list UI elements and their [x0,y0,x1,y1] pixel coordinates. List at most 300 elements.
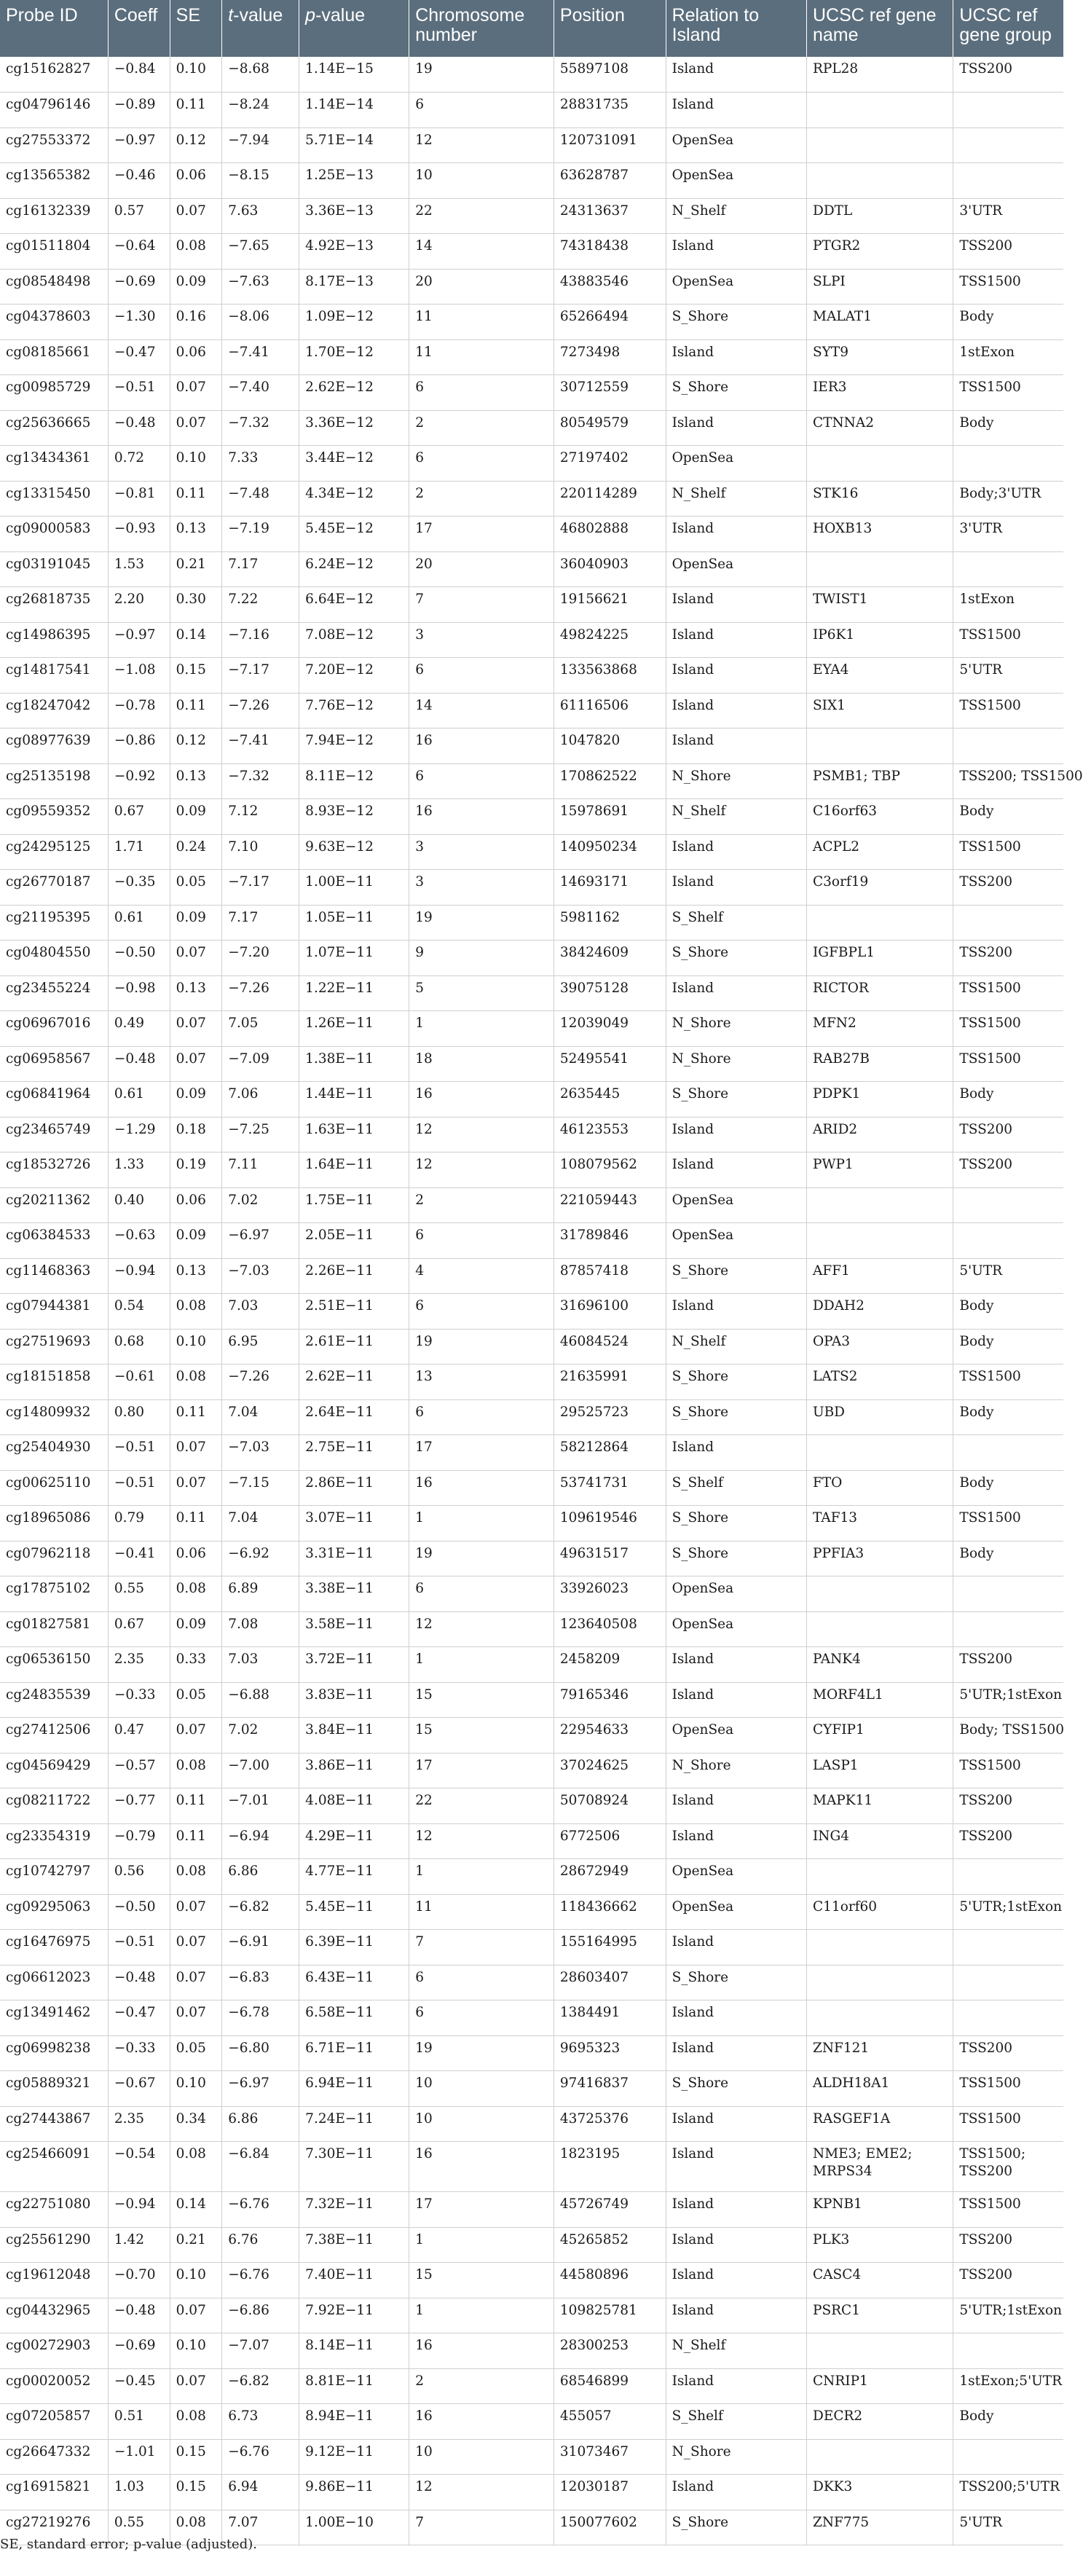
table-cell: 5'UTR;1stExon [953,1894,1063,1930]
table-cell: OpenSea [666,163,806,199]
table-cell: −0.51 [108,375,170,411]
table-cell: 61116506 [554,693,666,729]
table-row [0,587,1063,623]
table-cell: 1.63E−11 [299,1117,409,1152]
table-cell: EYA4 [807,658,953,694]
table-cell: 0.12 [170,127,222,163]
table-cell: cg14809932 [0,1399,108,1435]
table-cell: PTGR2 [807,234,953,270]
table-cell: 2.86E−11 [299,1470,409,1506]
table-cell: −1.08 [108,658,170,694]
table-cell: DKK3 [807,2475,953,2510]
table-cell: cg19612048 [0,2263,108,2298]
table-cell: 2635445 [554,1082,666,1118]
table-cell: −0.51 [108,1930,170,1966]
table-cell: 1047820 [554,729,666,764]
table-cell: 2 [409,481,554,517]
table-cell: 3.36E−12 [299,410,409,446]
table-cell: 0.55 [108,1576,170,1612]
table-cell: cg17875102 [0,1576,108,1612]
table-row [0,941,1063,976]
table-cell: 7.10 [222,834,299,870]
table-row [0,1294,1063,1330]
table-cell: −0.33 [108,2035,170,2071]
table-cell: cg27443867 [0,2106,108,2142]
table-cell [807,905,953,941]
table-cell: S_Shore [666,1258,806,1294]
table-row [0,446,1063,482]
table-cell: 63628787 [554,163,666,199]
table-row [0,1647,1063,1683]
table-cell: cg04569429 [0,1753,108,1788]
table-cell: −7.20 [222,941,299,976]
table-cell: 0.09 [170,1611,222,1647]
table-cell: 4.77E−11 [299,1859,409,1895]
table-cell: 155164995 [554,1930,666,1966]
table-cell: 0.67 [108,1611,170,1647]
column-header: UCSC ref gene name [807,0,953,57]
table-row [0,1329,1063,1364]
table-row [0,1470,1063,1506]
table-cell: TSS200 [953,870,1063,906]
table-cell: N_Shelf [666,799,806,835]
footnote-text: SE, standard error; p-value (adjusted). [0,2537,257,2552]
table-cell: Island [666,1117,806,1152]
table-cell [953,905,1063,941]
table-cell: 109619546 [554,1506,666,1542]
table-cell: 22954633 [554,1718,666,1754]
table-cell: cg00625110 [0,1470,108,1506]
table-cell: 50708924 [554,1788,666,1824]
table-cell: 6 [409,1965,554,2000]
table-cell: −0.94 [108,1258,170,1294]
table-cell: 7.12 [222,799,299,835]
table-cell: 7273498 [554,339,666,375]
table-cell: Island [666,1435,806,1471]
table-cell: 0.10 [170,1329,222,1364]
table-cell: 0.14 [170,622,222,658]
table-cell: 1.05E−11 [299,905,409,941]
table-cell: 455057 [554,2404,666,2440]
table-row [0,1399,1063,1435]
table-cell: 16 [409,799,554,835]
table-cell: Island [666,2227,806,2263]
table-cell: 0.11 [170,1788,222,1824]
table-cell: Island [666,2000,806,2036]
table-cell: −0.67 [108,2071,170,2107]
table-cell: 14 [409,693,554,729]
table-cell: SYT9 [807,339,953,375]
table-cell: 1.00E−11 [299,870,409,906]
table-cell: STK16 [807,481,953,517]
table-cell: S_Shore [666,1506,806,1542]
table-cell: 7.92E−11 [299,2298,409,2333]
table-row [0,2227,1063,2263]
table-row [0,2404,1063,2440]
table-cell: cg25636665 [0,410,108,446]
table-cell: −0.93 [108,517,170,552]
table-cell: cg08548498 [0,269,108,305]
column-header: SE [170,0,222,57]
table-cell: 0.15 [170,2439,222,2475]
table-cell: 7 [409,1930,554,1966]
table-cell: Island [666,57,806,93]
table-cell: 2.20 [108,587,170,623]
table-cell: 4.34E−12 [299,481,409,517]
table-cell: 19 [409,1541,554,1576]
table-cell: 0.10 [170,2333,222,2369]
table-cell: 1.38E−11 [299,1046,409,1082]
table-row [0,2263,1063,2298]
table-cell: 3.36E−13 [299,198,409,234]
table-cell: 7.03 [222,1647,299,1683]
table-cell: 10 [409,2071,554,2107]
table-cell: 6.64E−12 [299,587,409,623]
table-cell: 6 [409,1399,554,1435]
table-cell: −7.16 [222,622,299,658]
table-cell: 3.58E−11 [299,1611,409,1647]
table-cell: 4.08E−11 [299,1788,409,1824]
table-row [0,1152,1063,1188]
table-cell: RPL28 [807,57,953,93]
table-cell: −7.25 [222,1117,299,1152]
table-cell: ING4 [807,1823,953,1859]
table-cell: −7.00 [222,1753,299,1788]
table-cell: 6 [409,1576,554,1612]
table-cell: LASP1 [807,1753,953,1788]
table-cell: 0.09 [170,269,222,305]
table-cell: MALAT1 [807,305,953,340]
table-cell: TSS1500 [953,693,1063,729]
table-row [0,1082,1063,1118]
table-cell: 2.35 [108,1647,170,1683]
column-header: p-value [299,0,409,57]
table-cell [953,551,1063,587]
table-cell: C3orf19 [807,870,953,906]
table-cell: cg04796146 [0,93,108,128]
table-row [0,198,1063,234]
table-cell: cg06967016 [0,1011,108,1047]
table-cell: −7.17 [222,658,299,694]
table-cell: −7.63 [222,269,299,305]
table-cell: 0.07 [170,1718,222,1754]
table-cell: 2.26E−11 [299,1258,409,1294]
table-cell: cg23354319 [0,1823,108,1859]
table-cell: 8.93E−12 [299,799,409,835]
table-cell: 0.05 [170,2035,222,2071]
table-row [0,2298,1063,2333]
table-cell: TSS200 [953,2035,1063,2071]
table-cell: 2 [409,2368,554,2404]
table-cell: 0.07 [170,1046,222,1082]
table-cell: 12 [409,1152,554,1188]
table-cell: 14693171 [554,870,666,906]
table-row [0,1611,1063,1647]
table-cell: cg27219276 [0,2510,108,2545]
table-cell: S_Shore [666,1399,806,1435]
table-cell: 4.92E−13 [299,234,409,270]
table-cell: 0.34 [170,2106,222,2142]
table-cell: N_Shelf [666,198,806,234]
table-cell: 20 [409,269,554,305]
table-cell: CASC4 [807,2263,953,2298]
table-cell: 6 [409,446,554,482]
table-cell: Body [953,2404,1063,2440]
table-cell: 18 [409,1046,554,1082]
table-row [0,799,1063,835]
table-cell: −0.98 [108,975,170,1011]
table-cell: 2.51E−11 [299,1294,409,1330]
table-cell: 7.03 [222,1294,299,1330]
table-cell: 6 [409,2000,554,2036]
table-cell: S_Shelf [666,1470,806,1506]
table-cell: 1.09E−12 [299,305,409,340]
table-cell: 0.10 [170,2071,222,2107]
table-cell: TAF13 [807,1506,953,1542]
table-cell: −0.46 [108,163,170,199]
table-cell: 0.09 [170,905,222,941]
table-cell: TSS1500 [953,269,1063,305]
table-cell: −7.07 [222,2333,299,2369]
table-row [0,1682,1063,1718]
table-cell: 43883546 [554,269,666,305]
table-cell: Body [953,1541,1063,1576]
table-cell: 0.08 [170,2510,222,2545]
table-cell: cg08211722 [0,1788,108,1824]
table-cell: cg15162827 [0,57,108,93]
table-cell: TSS1500 [953,1011,1063,1047]
table-cell [953,1930,1063,1966]
table-cell: 3.83E−11 [299,1682,409,1718]
table-cell: 7.02 [222,1187,299,1223]
table-cell: 4.29E−11 [299,1823,409,1859]
table-cell: −0.47 [108,2000,170,2036]
table-row [0,551,1063,587]
table-cell: 49631517 [554,1541,666,1576]
table-row [0,1965,1063,2000]
table-cell: −0.97 [108,127,170,163]
table-cell: 19 [409,57,554,93]
table-cell: −0.70 [108,2263,170,2298]
table-cell [807,1576,953,1612]
table-cell: −1.01 [108,2439,170,2475]
table-cell: TSS1500 [953,2106,1063,2142]
table-cell: 43725376 [554,2106,666,2142]
table-cell: 1 [409,1647,554,1683]
table-cell: 0.07 [170,1894,222,1930]
table-cell: 31696100 [554,1294,666,1330]
table-cell: 7.04 [222,1506,299,1542]
table-row [0,269,1063,305]
table-cell: Island [666,1152,806,1188]
table-cell [953,446,1063,482]
table-cell: −0.50 [108,1894,170,1930]
table-row [0,305,1063,340]
table-cell: S_Shelf [666,905,806,941]
table-cell: TSS200 [953,941,1063,976]
table-cell [953,2333,1063,2369]
table-cell: 1.03 [108,2475,170,2510]
table-cell: 7.38E−11 [299,2227,409,2263]
table-cell [807,1435,953,1471]
table-row [0,2368,1063,2404]
table-cell: −0.45 [108,2368,170,2404]
table-row [0,1788,1063,1824]
table-row [0,1823,1063,1859]
table-cell: −0.48 [108,1965,170,2000]
table-cell: 0.12 [170,729,222,764]
table-cell [807,163,953,199]
table-cell: 12030187 [554,2475,666,2510]
table-row [0,1258,1063,1294]
table-cell [953,1965,1063,2000]
table-cell: cg01827581 [0,1611,108,1647]
table-cell: PPFIA3 [807,1541,953,1576]
table-row [0,1223,1063,1259]
table-cell: 0.61 [108,905,170,941]
table-cell: NME3; EME2; MRPS34 [807,2142,953,2192]
table-cell: 31789846 [554,1223,666,1259]
table-cell: Island [666,234,806,270]
table-cell: −6.97 [222,2071,299,2107]
table-cell: 65266494 [554,305,666,340]
table-cell: 7 [409,2510,554,2545]
table-cell: N_Shore [666,763,806,799]
table-row [0,1435,1063,1471]
table-cell: cg11468363 [0,1258,108,1294]
table-cell: 0.06 [170,163,222,199]
table-cell: Island [666,587,806,623]
table-cell: 0.08 [170,1859,222,1895]
table-cell: 0.54 [108,1294,170,1330]
table-cell: 10 [409,2106,554,2142]
table-cell: 6 [409,375,554,411]
table-cell: cg06958567 [0,1046,108,1082]
table-cell: 11 [409,305,554,340]
table-cell: 0.14 [170,2192,222,2228]
table-cell: 0.08 [170,234,222,270]
table-cell: cg06998238 [0,2035,108,2071]
table-cell: −7.15 [222,1470,299,1506]
table-cell: 19 [409,905,554,941]
table-cell: 28672949 [554,1859,666,1895]
table-cell: cg09559352 [0,799,108,835]
table-cell: −6.80 [222,2035,299,2071]
table-cell: 2.62E−12 [299,375,409,411]
table-cell: 5.45E−12 [299,517,409,552]
table-cell: 6.39E−11 [299,1930,409,1966]
table-cell: 3 [409,622,554,658]
table-cell: cg00020052 [0,2368,108,2404]
table-cell: 0.07 [170,198,222,234]
table-cell: 5.45E−11 [299,1894,409,1930]
table-cell: 6.89 [222,1576,299,1612]
table-row [0,517,1063,552]
table-cell: PSMB1; TBP [807,763,953,799]
table-cell: 0.30 [170,587,222,623]
table-cell: 0.09 [170,1223,222,1259]
table-cell: cg27553372 [0,127,108,163]
table-row [0,693,1063,729]
table-body [0,57,1083,2545]
table-cell: TSS200; TSS1500 [953,763,1063,799]
table-cell: RAB27B [807,1046,953,1082]
table-cell: 17 [409,2192,554,2228]
table-cell: 45265852 [554,2227,666,2263]
table-cell: 27197402 [554,446,666,482]
table-cell: 0.49 [108,1011,170,1047]
table-cell: OpenSea [666,1576,806,1612]
table-cell: 7.17 [222,551,299,587]
table-cell: cg04432965 [0,2298,108,2333]
table-cell: cg03191045 [0,551,108,587]
table-row [0,729,1063,764]
table-cell: 6.94E−11 [299,2071,409,2107]
column-header: Relation to Island [666,0,806,57]
table-cell: Island [666,834,806,870]
table-cell [953,2439,1063,2475]
table-cell [953,729,1063,764]
table-cell: 5'UTR [953,1258,1063,1294]
table-cell: 6.58E−11 [299,2000,409,2036]
table-row [0,57,1063,93]
table-cell: 80549579 [554,410,666,446]
table-cell: −0.35 [108,870,170,906]
table-cell [953,1576,1063,1612]
table-cell: 9.86E−11 [299,2475,409,2510]
table-row [0,2035,1063,2071]
table-cell: cg18965086 [0,1506,108,1542]
table-cell: 7.08 [222,1611,299,1647]
table-cell: 7.08E−12 [299,622,409,658]
table-cell: HOXB13 [807,517,953,552]
table-cell: 0.19 [170,1152,222,1188]
table-cell: −7.26 [222,1364,299,1400]
table-cell: cg26647332 [0,2439,108,2475]
column-header: Coeff [108,0,170,57]
table-cell: 2.05E−11 [299,1223,409,1259]
table-cell: −6.76 [222,2192,299,2228]
table-cell: Island [666,2475,806,2510]
table-cell: −0.94 [108,2192,170,2228]
table-cell: 6 [409,93,554,128]
column-header: Probe ID [0,0,108,57]
table-cell: PDPK1 [807,1082,953,1118]
table-cell: 133563868 [554,658,666,694]
table-cell: Island [666,1930,806,1966]
table-cell: 3.31E−11 [299,1541,409,1576]
table-cell: 0.24 [170,834,222,870]
table-cell: Island [666,1823,806,1859]
table-row [0,481,1063,517]
table-row [0,870,1063,906]
table-cell: 17 [409,517,554,552]
table-cell: −7.19 [222,517,299,552]
table-cell: Body [953,1082,1063,1118]
table-cell: 15 [409,2263,554,2298]
table-cell: −6.94 [222,1823,299,1859]
table-cell: cg22751080 [0,2192,108,2228]
table-cell: C11orf60 [807,1894,953,1930]
table-cell: ACPL2 [807,834,953,870]
table-cell: 0.08 [170,2142,222,2192]
table-cell: TSS200 [953,1823,1063,1859]
table-cell: 0.07 [170,1930,222,1966]
table-cell [807,1859,953,1895]
table-cell: 1384491 [554,2000,666,2036]
table-row [0,622,1063,658]
table-cell: 2.64E−11 [299,1399,409,1435]
